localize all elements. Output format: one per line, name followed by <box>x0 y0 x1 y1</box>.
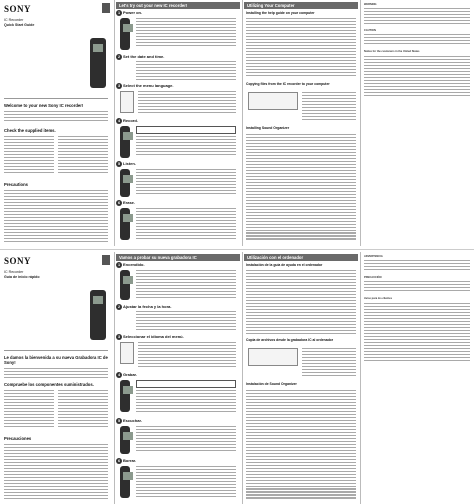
step-number: 4 <box>117 373 121 377</box>
precautions-text <box>4 190 108 244</box>
cover-column-es <box>0 252 112 504</box>
divider <box>4 350 108 351</box>
legal-text <box>364 303 470 363</box>
check-heading: Compruebe los componentes suministrados. <box>4 382 94 387</box>
step-6 <box>116 458 240 502</box>
step-text <box>136 136 236 158</box>
items-list-2 <box>58 136 108 176</box>
welcome-text <box>4 368 108 380</box>
welcome-heading: Le damos la bienvenida a su nueva Grabadora IC de Sony! <box>4 355 108 365</box>
legal-heading: ADVERTENCIA <box>364 255 383 258</box>
product-name: IC Recorder <box>4 270 24 274</box>
step-2 <box>116 54 240 82</box>
step-1 <box>116 262 240 302</box>
step-title: Escuchar. <box>123 418 142 423</box>
device-image <box>90 290 106 340</box>
device-image <box>90 38 106 88</box>
computer-title-bar: Utilización con el ordenador <box>244 254 358 261</box>
step-4 <box>116 372 240 416</box>
sheet-separator <box>0 249 474 250</box>
legal-text <box>364 34 470 48</box>
step-3 <box>116 83 240 117</box>
section-heading: Instalación de Sound Organizer <box>246 382 297 386</box>
device-illustration <box>120 126 130 158</box>
device-illustration <box>120 466 130 498</box>
step-5 <box>116 418 240 456</box>
step-number: 2 <box>117 55 121 59</box>
welcome-text <box>4 111 108 125</box>
step-title: Grabar. <box>123 372 138 377</box>
step-text <box>136 61 236 81</box>
computer-column-es <box>244 252 358 504</box>
step-title: Seleccionar el idioma del menú. <box>123 334 184 339</box>
steps-column-en <box>116 0 240 246</box>
usb-connection-illustration <box>248 92 298 110</box>
items-list-2 <box>58 390 108 430</box>
step-1 <box>116 10 240 52</box>
legal-text <box>364 260 470 274</box>
step-text <box>136 208 236 242</box>
legal-text <box>364 8 470 28</box>
step-6 <box>116 200 240 244</box>
check-heading: Check the supplied items. <box>4 128 56 133</box>
fold-line <box>242 0 243 246</box>
step-title: Set the date and time. <box>123 54 165 59</box>
step-number: 6 <box>117 201 121 205</box>
legal-heading: WARNING <box>364 3 377 6</box>
section-text <box>302 348 356 378</box>
section-heading: Instalación de la guía de ayuda en el ordenador <box>246 263 323 267</box>
brand-logo: SONY <box>4 256 32 266</box>
menu-screen <box>120 91 134 113</box>
legal-heading: Notice for the customers in the United States <box>364 50 420 53</box>
section-text <box>246 18 356 80</box>
brand-logo: SONY <box>4 4 32 14</box>
step-title: Power on. <box>123 10 143 15</box>
english-sheet <box>0 0 474 246</box>
step-2 <box>116 304 240 332</box>
guide-title: Quick Start Guide <box>4 23 35 27</box>
precautions-heading: Precautions <box>4 182 28 187</box>
welcome-heading: Welcome to your new Sony IC recorder! <box>4 103 84 108</box>
fold-line <box>114 252 115 504</box>
step-title: Borrar. <box>123 458 137 463</box>
step-title: Erase. <box>123 200 136 205</box>
fold-line <box>114 0 115 246</box>
section-heading: Copying files from the IC recorder to your computer <box>246 82 330 86</box>
step-text <box>138 342 236 370</box>
section-text <box>246 390 356 502</box>
legal-heading: Aviso para los clientes <box>364 297 393 300</box>
step-text <box>136 169 236 197</box>
section-text <box>246 270 356 336</box>
step-text <box>136 426 236 454</box>
step-text <box>136 311 236 331</box>
step-text <box>136 270 236 300</box>
fold-line <box>360 0 361 246</box>
legal-column-en <box>362 0 472 246</box>
computer-title-bar: Utilizing Your Computer <box>244 2 358 9</box>
language-tab <box>102 3 110 13</box>
step-title: Ajustar la fecha y la hora. <box>123 304 172 309</box>
precautions-heading: Precauciones <box>4 436 32 441</box>
guide-title: Guía de inicio rápido <box>4 275 40 279</box>
device-illustration <box>120 208 130 240</box>
legal-heading: CAUTION <box>364 29 376 32</box>
step-number: 2 <box>117 305 121 309</box>
computer-column-en <box>244 0 358 246</box>
fold-line <box>360 252 361 504</box>
steps-title-bar: Let's try out your new IC recorder! <box>116 2 240 9</box>
step-text <box>138 91 236 117</box>
legal-text <box>364 281 470 295</box>
section-text <box>302 92 356 122</box>
device-illustration <box>120 18 130 50</box>
device-illustration <box>120 169 130 197</box>
device-illustration <box>120 380 130 412</box>
divider <box>4 98 108 99</box>
step-number: 5 <box>117 162 121 166</box>
steps-title-bar: Vamos a probar su nueva grabadora IC <box>116 254 240 261</box>
language-tab <box>102 255 110 265</box>
step-number: 1 <box>117 263 121 267</box>
cover-column-en <box>0 0 112 246</box>
precautions-text <box>4 444 108 502</box>
step-number: 6 <box>117 459 121 463</box>
record-callout <box>136 126 236 134</box>
legal-column-es <box>362 252 472 504</box>
step-title: Encendido. <box>123 262 145 267</box>
section-heading: Installing the help guide on your computer <box>246 11 315 15</box>
items-list <box>4 390 54 430</box>
step-text <box>136 466 236 500</box>
legal-heading: PRECAUCIÓN <box>364 276 382 279</box>
step-text <box>136 18 236 50</box>
record-callout <box>136 380 236 388</box>
items-list <box>4 136 54 176</box>
step-number: 5 <box>117 419 121 423</box>
menu-screen <box>120 342 134 364</box>
step-number: 1 <box>117 11 121 15</box>
legal-text <box>364 56 470 102</box>
step-title: Record. <box>123 118 138 123</box>
step-4 <box>116 118 240 160</box>
section-heading: Installing Sound Organizer <box>246 126 290 130</box>
step-title: Select the menu language. <box>123 83 174 88</box>
usb-connection-illustration <box>248 348 298 366</box>
step-number: 3 <box>117 335 121 339</box>
section-heading: Copia de archivos desde la grabadora IC al ordenador <box>246 338 334 342</box>
step-title: Listen. <box>123 161 136 166</box>
section-text <box>246 134 356 244</box>
device-illustration <box>120 426 130 454</box>
device-illustration <box>120 270 130 300</box>
step-5 <box>116 161 240 199</box>
spanish-sheet <box>0 252 474 504</box>
step-number: 3 <box>117 84 121 88</box>
step-text <box>136 390 236 414</box>
fold-line <box>242 252 243 504</box>
step-3 <box>116 334 240 370</box>
steps-column-es <box>116 252 240 504</box>
step-number: 4 <box>117 119 121 123</box>
product-name: IC Recorder <box>4 18 24 22</box>
